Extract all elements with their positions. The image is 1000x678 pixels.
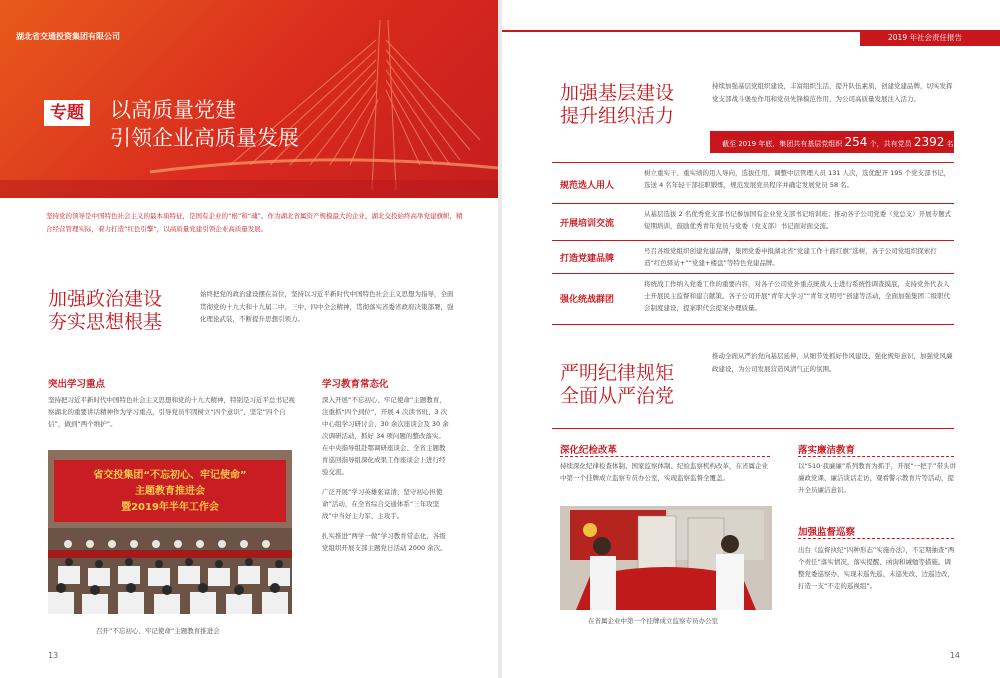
- plaque-scene: [560, 506, 772, 610]
- stats-org-count: 254: [844, 135, 868, 149]
- table-row: [552, 205, 954, 241]
- section-text-grassroots: 持续加强基层党组织建设，丰富组织生活，提升队伍素质，创建党建品牌，切实发挥党支部战斗堡垒作用和党员先锋模范作用，为公司高质量发展注入活力。: [712, 82, 953, 103]
- title-line-1: 以高质量党建: [110, 98, 236, 122]
- paragraph-3: 扎实推进“两学一做”学习教育常态化，各级党组织开展支部主题党日活动 2000 余次。: [322, 532, 447, 552]
- heading-line-2: 提升组织活力: [560, 105, 675, 127]
- photo-banner-line-2: 主题教育推进会: [135, 486, 205, 497]
- text-study-focus: 坚持把习近平新时代中国特色社会主义思想和党的十九大精神，特别是习近平总书记视察湖北的重要讲话精神作为学习重点，引导党员牢固树立“四个意识”，坚定“四个自信”，做到“两个维护”。: [48, 396, 295, 428]
- meeting-scene: [48, 450, 292, 614]
- right-page: [502, 0, 1000, 678]
- photo-caption-1: 召开“不忘初心、牢记使命”主题教育推进会: [96, 627, 220, 635]
- report-tag: 2019 年社会责任报告: [860, 30, 1000, 46]
- row-text: 将统战工作纳入党委工作的重要内容，对各子公司党外重点统战人士进行系统性调查摸底，支持党外代表人士开展民主监督和建言献策。各子公司开展“青年大学习”“青年文明号”创建等活动，全面加强集团二级职代会制度建设，提案职代会提案办理质量。: [644, 280, 950, 312]
- left-page: [0, 0, 498, 678]
- heading-line-1: 加强政治建设: [48, 288, 163, 310]
- heading-line-2: 全面从严治党: [560, 385, 675, 407]
- subheading-integrity-education: 落实廉洁教育: [798, 445, 856, 456]
- meeting-photo: [48, 450, 292, 614]
- dashed-divider: [798, 456, 954, 457]
- dashed-divider: [560, 456, 770, 457]
- party-stats-highlight: [710, 131, 954, 153]
- company-name: 湖北省交通投资集团有限公司: [16, 32, 120, 41]
- subheading-study-focus: 突出学习重点: [48, 379, 106, 390]
- row-label: 强化统战群团: [560, 295, 615, 305]
- photo-banner-line-3: 暨2019年半年工作会: [121, 502, 219, 513]
- text-regular-education: [322, 394, 450, 562]
- subheading-inspection-reform: 深化纪检改革: [560, 445, 618, 456]
- table-top-rule: [552, 162, 954, 163]
- page-title: [110, 96, 299, 152]
- row-label: 规范选人用人: [560, 181, 615, 191]
- photo-banner-line-1: 省交投集团“不忘初心、牢记使命”: [93, 470, 247, 481]
- cover-banner: [0, 0, 498, 198]
- header-rule: [502, 30, 862, 32]
- topic-label: 专题: [44, 100, 90, 126]
- row-text: 树立重实干、重实绩的用人导向，选拔任用、调整中层管理人员 131 人次，选优配齐 195 个党支部书记，选送 4 名年轻干部挂职锻炼，规范发展党员程序并确定发展党员 58 名。: [644, 169, 951, 189]
- section-heading-discipline: [560, 362, 674, 408]
- paragraph-1: 深入开展“不忘初心、牢记使命”主题教育，注重抓“四个到位”，开展 4 次读书班、3 次中心组学习研讨会、30 余次座谈会及 30 余次调研活动，抓好 34 项问题的整改落实。在中央指导组赴鄂调研座谈会、全省主题教育巡回指导组深化成果工作座谈会上进行经验交流。: [322, 396, 449, 476]
- section-rule: [552, 428, 954, 429]
- plaque-photo: [560, 506, 772, 610]
- subheading-supervision-inspection: 加强监督巡察: [798, 527, 856, 538]
- row-text: 号召各级党组织创建党建品牌，集团党委申报湖北省“党建工作十面红旗”选树，各子公司党组织探索打造“红色驿站+”“党建+楼盘”等特色党建品牌。: [644, 247, 937, 267]
- section-text-discipline: 推动全面从严治党向基层延伸，从细节处抓好作风建设、强化规矩意识，加强党风廉政建设，为公司发展营造风清气正的氛围。: [712, 352, 953, 373]
- text-inspection-reform: 持续深化纪律检查体制、国家监察体制、纪检监察机构改革，在省属企业中第一个挂牌成立监察专员办公室，实现监察监督全覆盖。: [560, 462, 768, 482]
- row-text: 从基层选拔 2 名优秀党支部书记参加国有企业党支部书记培训班；推动各子公司党委（党总支）开展专题式短期培训，鼓励优秀青年党员与党委（党支部）书记面对面交流。: [644, 210, 952, 230]
- table-row: [552, 164, 954, 204]
- stats-member-count: 2392: [913, 135, 945, 149]
- section-heading-grassroots: [560, 82, 674, 128]
- text-integrity-education: 以“510·我廉廉”系列教育为抓手，开展“一把手”带头讲廉政党课、廉洁谈话走访、观看警示教育片等活动，提升全员廉洁意识。: [798, 462, 956, 494]
- heading-line-1: 加强基层建设: [560, 82, 675, 104]
- stats-mid: 个，共有党员: [869, 140, 912, 148]
- intro-paragraph: 坚持党的领导是中国特色社会主义的最本质特征，是国有企业的“根”和“魂”。作为湖北省属资产规模最大的企业，湖北交投始终高举党建旗帜，精合经营管理实际，着力打造“红色引擎”，以高质量党建引领企业高质量发展。: [46, 212, 463, 233]
- section-text-political: 始终把党的政治建设摆在首位，坚持以习近平新时代中国特色社会主义思想为指导，全面贯彻党的十九大和十九届二中、三中、四中全会精神，贯彻落实省委省政府决策部署，强化理论武装，不断提升思想引领力。: [200, 290, 454, 323]
- title-line-2: 引领企业高质量发展: [110, 126, 299, 150]
- stats-suffix: 名: [946, 140, 954, 148]
- photo-caption-2: 在省属企业中第一个挂牌成立监察专员办公室: [588, 617, 718, 625]
- row-label: 开展培训交流: [560, 219, 615, 229]
- section-heading-political: [48, 288, 162, 334]
- stats-prefix: 截至 2019 年底，集团共有基层党组织: [722, 140, 843, 148]
- table-row: [552, 242, 954, 274]
- row-label: 打造党建品牌: [560, 254, 615, 264]
- heading-line-1: 严明纪律规矩: [560, 362, 675, 384]
- subheading-regular-education: 学习教育常态化: [322, 379, 389, 390]
- page-number-left: 13: [48, 651, 59, 660]
- page-number-right: 14: [949, 651, 960, 660]
- heading-line-2: 夯实思想根基: [48, 311, 163, 333]
- text-supervision-inspection: 出台《监督执纪“四种形态”实施办法》，不定期抽查“两个责任”落实情况，落实提醒、函询和诫勉等措施。调整党委巡察办，实现未巡先巡、未巡先改、边巡边改，打造一支“不走的巡视组”。: [798, 546, 955, 590]
- paragraph-2: 广泛开展“学习英雄张富清、坚守初心担使命”活动，在全省综合交通体系“三年攻坚战”中当好主力军、主攻手。: [322, 488, 443, 520]
- table-row: [552, 275, 954, 325]
- dashed-divider: [798, 538, 954, 539]
